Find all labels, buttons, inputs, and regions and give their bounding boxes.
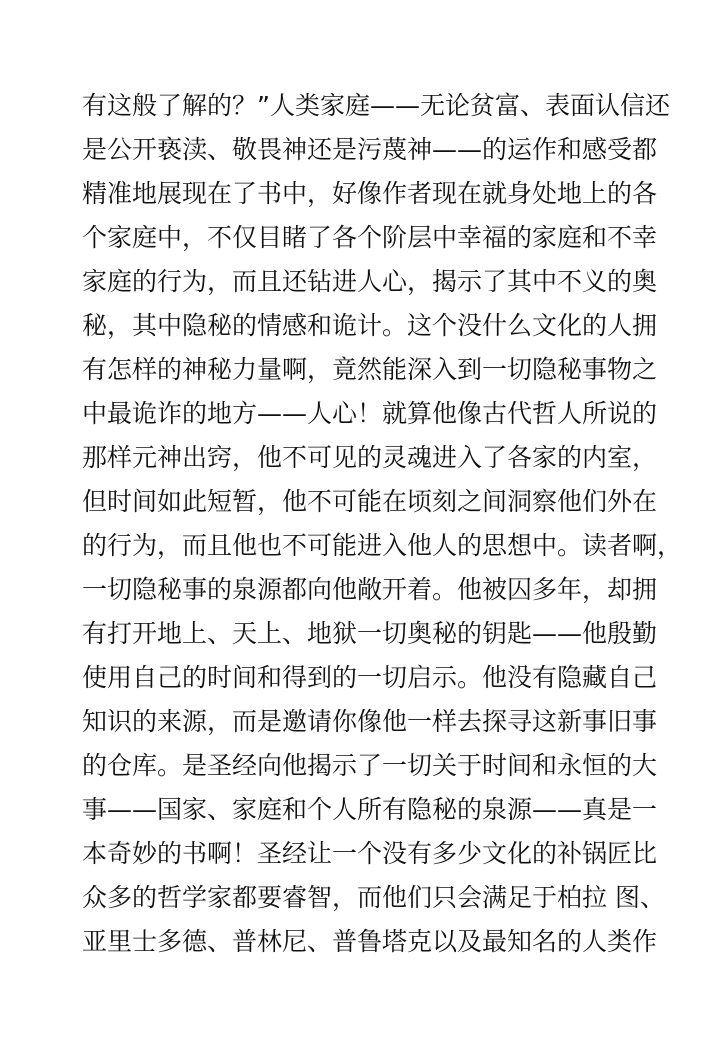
text-line: 事——国家、家庭和个人所有隐秘的泉源——真是一: [82, 795, 658, 824]
text-line: 有打开地上、天上、地狱一切奥秘的钥匙——他殷勤: [82, 619, 658, 648]
text-line: 亚里士多德、普林尼、普鲁塔克以及最知名的人类作: [82, 927, 658, 956]
text-line: 但时间如此短暂，他不可能在顷刻之间洞察他们外在: [82, 487, 658, 516]
text-line: 中最诡诈的地方——人心！就算他像古代哲人所说的: [82, 399, 658, 428]
body-text: [82, 84, 682, 964]
text-line: 精准地展现在了书中，好像作者现在就身处地上的各: [82, 179, 658, 208]
text-line: 有这般了解的？”人类家庭——无论贫富、表面认信还: [82, 91, 670, 120]
text-line: 家庭的行为，而且还钻进人心，揭示了其中不义的奥: [82, 267, 658, 296]
text-line: 有怎样的神秘力量啊，竟然能深入到一切隐秘事物之: [82, 355, 658, 384]
text-line: 使用自己的时间和得到的一切启示。他没有隐藏自己: [82, 663, 658, 692]
text-line: 那样元神出窍，他不可见的灵魂进入了各家的内室，: [82, 443, 658, 472]
text-line: 一切隐秘事的泉源都向他敞开着。他被囚多年，却拥: [82, 575, 658, 604]
text-line: 本奇妙的书啊！圣经让一个没有多少文化的补锅匠比: [82, 839, 658, 868]
text-line: 众多的哲学家都要睿智，而他们只会满足于柏拉 图、: [82, 883, 665, 912]
text-line: 的行为，而且他也不可能进入他人的思想中。读者啊，: [82, 531, 683, 560]
text-line: 知识的来源，而是邀请你像他一样去探寻这新事旧事: [82, 707, 658, 736]
text-line: 的仓库。是圣经向他揭示了一切关于时间和永恒的大: [82, 751, 658, 780]
text-line: 是公开亵渎、敬畏神还是污蔑神——的运作和感受都: [82, 135, 658, 164]
text-line: 个家庭中，不仅目睹了各个阶层中幸福的家庭和不幸: [82, 223, 658, 252]
text-line: 秘，其中隐秘的情感和诡计。这个没什么文化的人拥: [82, 311, 658, 340]
